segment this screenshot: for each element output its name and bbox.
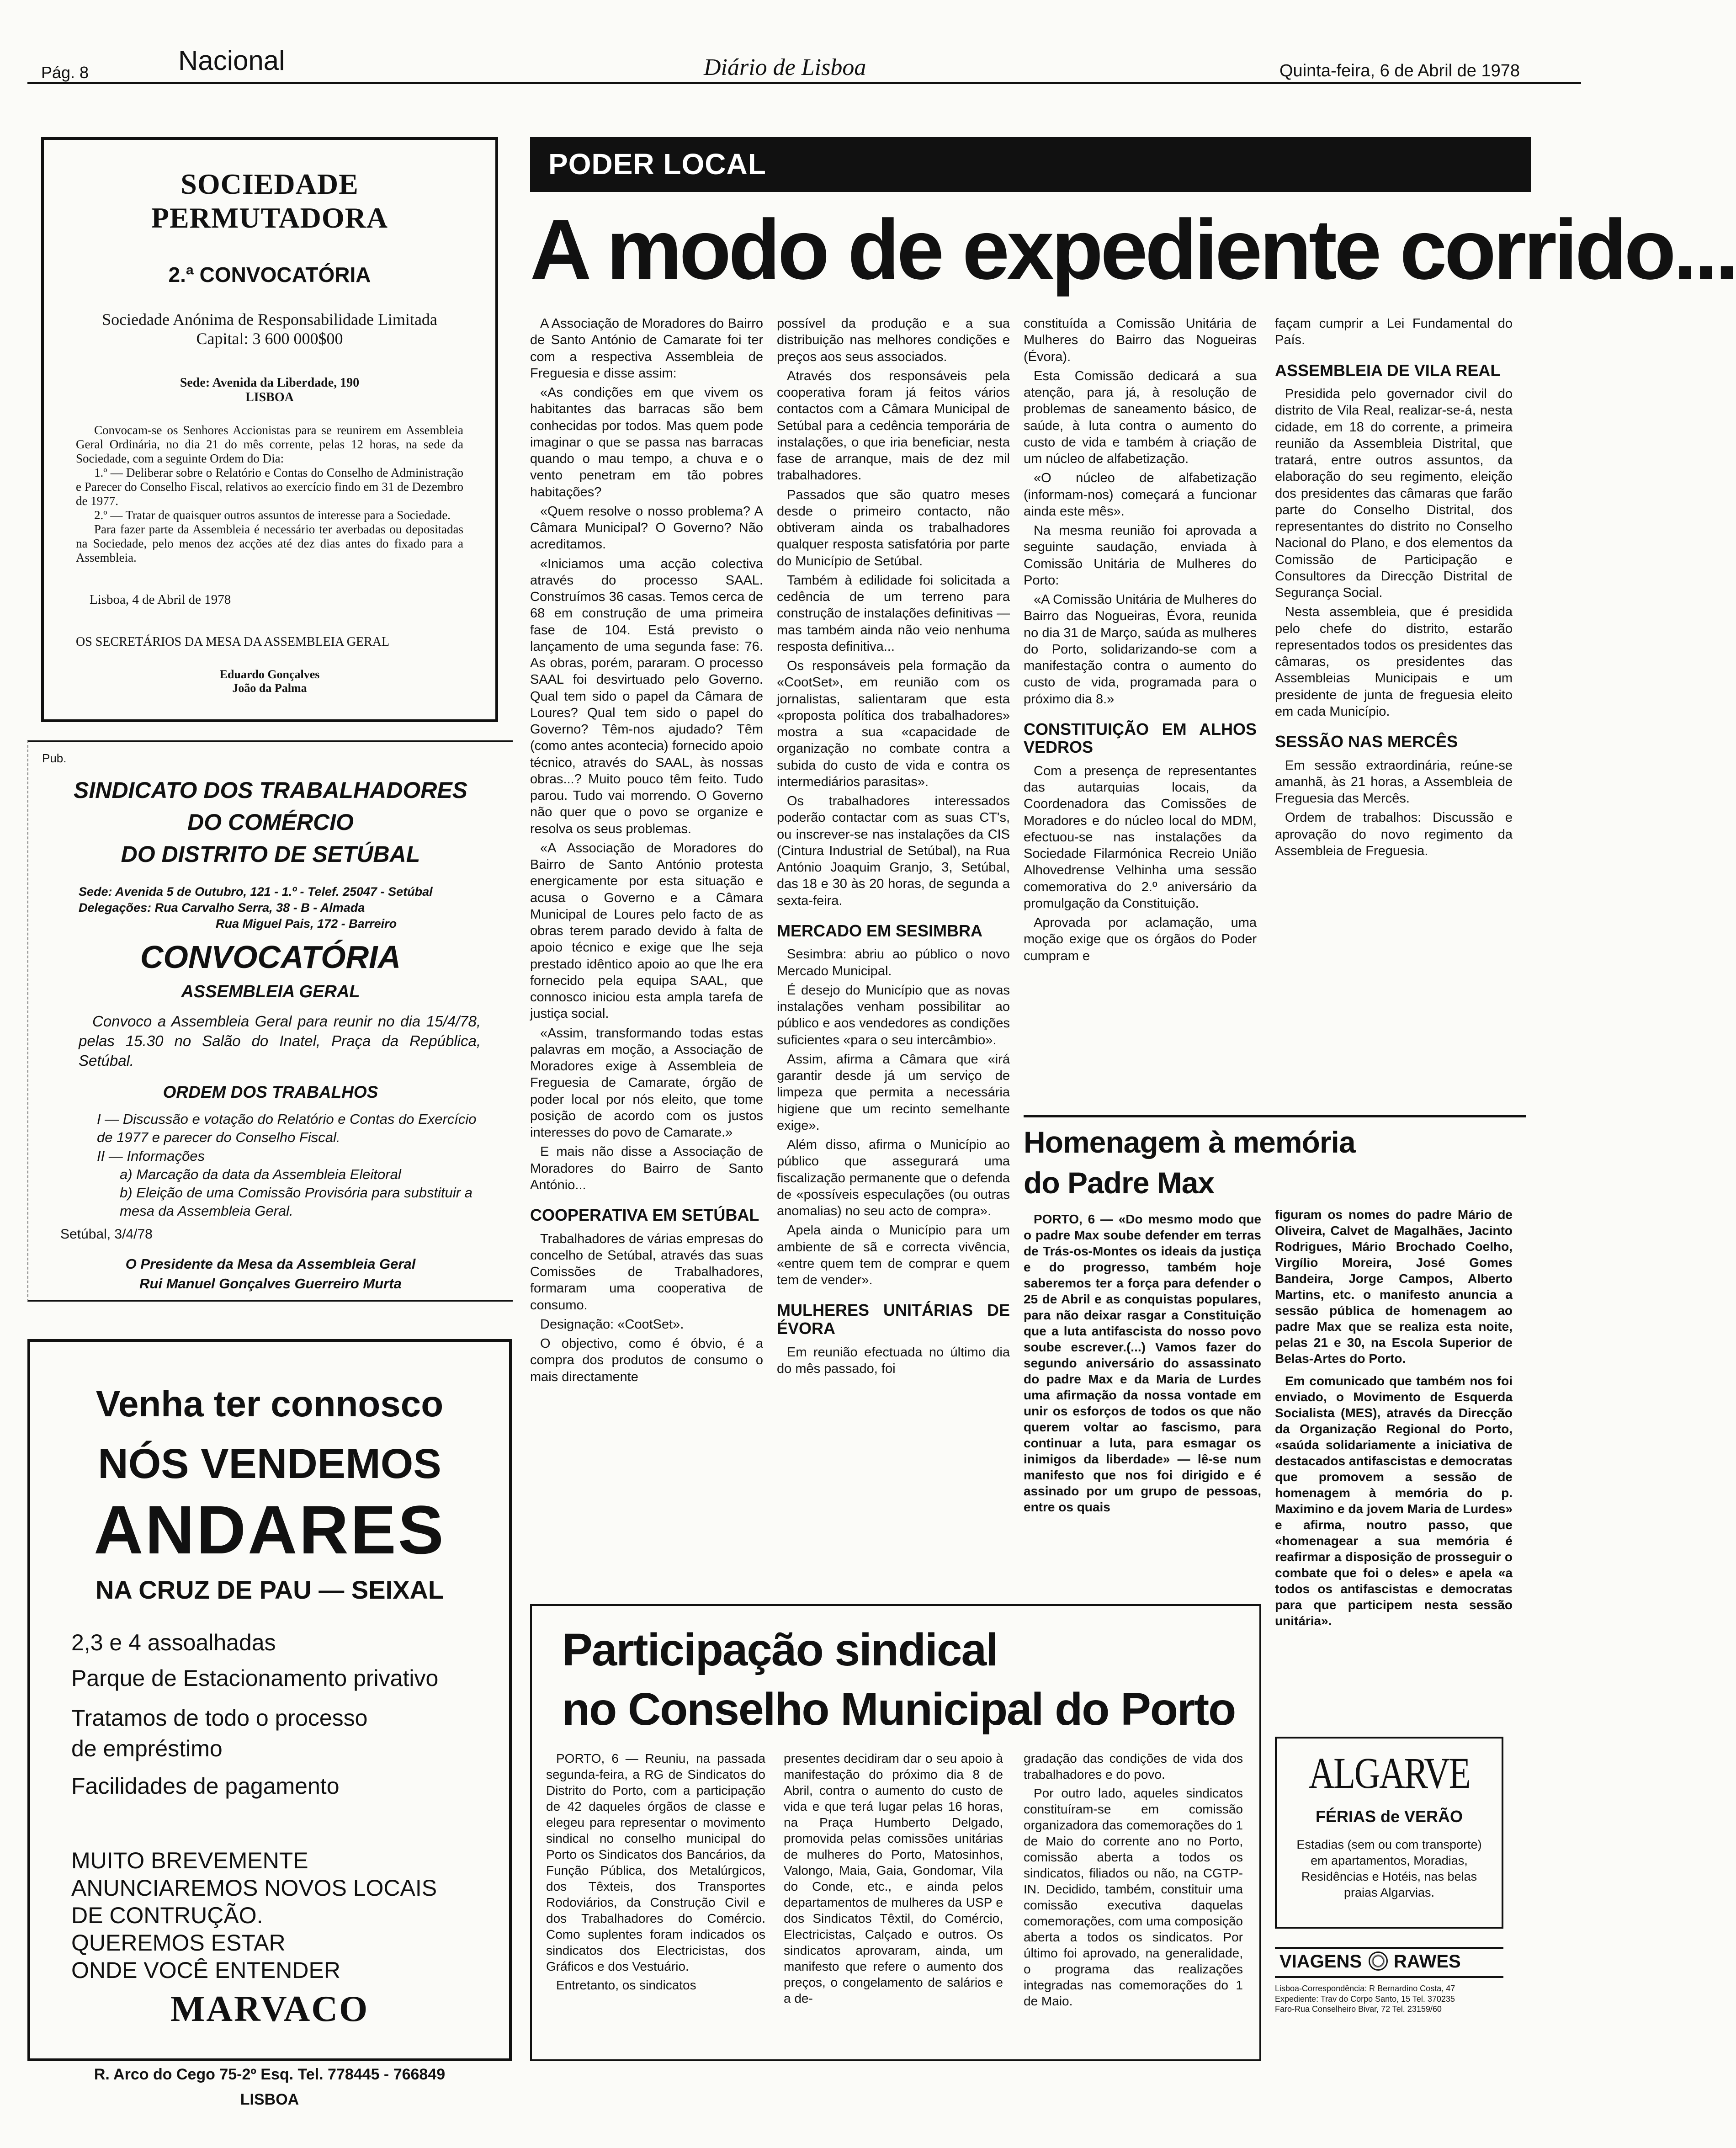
agency-addresses — [1275, 1983, 1503, 2015]
notice-subtitle: 2.ª CONVOCATÓRIA — [168, 263, 371, 287]
headline-line: do Padre Max — [1024, 1166, 1215, 1200]
notice-signer: Eduardo Gonçalves — [219, 668, 320, 681]
article-paragraph: É desejo do Município que as novas instalações venham possibilitar ao público e aos vendedores as condições suficientes «para o seu intercâmbio». — [777, 983, 1010, 1047]
article-paragraph: Através dos responsáveis pela cooperativa foram já feitos vários contactos com a Câmara Municipal de Setúbal para a cedência temporária de instalações, o que iria beneficiar, nesta fase de arranque, mais de dez mil trabalhadores. — [777, 368, 1010, 483]
article-paragraph: «O núcleo de alfabetização (informam-nos) começará a funcionar ainda este mês». — [1024, 471, 1257, 519]
article-paragraph: Trabalhadores de várias empresas do concelho de Setúbal, através das suas Comissões de Trabalhadores, formaram uma cooperativa de consumo. — [530, 1231, 763, 1313]
algarve-subtitle: FÉRIAS de VERÃO — [1315, 1807, 1463, 1826]
article-paragraph: Em comunicado que também nos foi enviado, o Movimento de Esquerda Socialista (MES), através da Direcção da Organização Regional do Porto, «saúda solidariamente a iniciativa de destacados antifascistas e democratas que promovem a sessão de homenagem à memória do p. Maximino e da jovem Maria de Lurdes» e afirma, noutro passo, que «homenagear a sua memória é reafirmar a disposição de prosseguir o combate que foi o deles» e apela «a todos os antifascistas e democratas para que participem nesta sessão unitária». — [1275, 1374, 1513, 1628]
agency-address: Faro-Rua Conselheiro Bivar, 72 Tel. 23159/60 — [1275, 2004, 1442, 2014]
subheading: SESSÃO NAS MERCÊS — [1275, 732, 1458, 751]
ad-announcement-line: DE CONTRUÇÃO. — [71, 1903, 263, 1928]
article-paragraph: Sesimbra: abriu ao público o novo Mercado Municipal. — [777, 947, 1010, 978]
union-delegations: Rua Miguel Pais, 172 - Barreiro — [216, 917, 397, 931]
assembly-heading: ASSEMBLEIA GERAL — [181, 982, 360, 1001]
article-paragraph: Designação: «CootSet». — [540, 1317, 684, 1332]
article-paragraph: O objectivo, como é óbvio, é a compra dos produtos de consumo o mais directamente — [530, 1336, 763, 1384]
headline-line: Participação sindical — [562, 1624, 998, 1675]
sociedade-permutadora-notice — [41, 137, 498, 722]
ad-feature: Parque de Estacionamento privativo — [71, 1665, 439, 1691]
article-paragraph: Além disso, afirma o Município ao público que assegurará uma fiscalização permanente que o defenda de «possíveis especulações (ou outras anomalias) no seu acto de compra». — [777, 1138, 1010, 1219]
ad-feature: de empréstimo — [71, 1735, 223, 1761]
article-paragraph: Nesta assembleia, que é presidida pelo chefe do distrito, estarão representados todos os presidentes das câmaras, os presidentes das Assembleias Municipais e um presidente de junta de freguesia eleito em cada Município. — [1275, 605, 1513, 719]
article-paragraph: Assim, afirma a Câmara que «irá garantir desde já um serviço de limpeza que permita a necessária higiene que um recinto semelhante exige». — [777, 1052, 1010, 1133]
article-paragraph: PORTO, 6 — Reuniu, na passada segunda-feira, a RG de Sindicatos do Distrito do Porto, com a participação de 42 daqueles órgãos de classe e elegeu para representar o movimento sindical no conselho municipal do Porto os Sindicatos dos Bancários, da Função Pública, dos Metalúrgicos, dos Têxteis, dos Transportes Rodoviários, da Construção Civil e dos Trabalhadores do Comércio. Como suplentes foram indicados os sindicatos dos Electricistas, dos Gráficos e dos Vestuário. — [546, 1751, 765, 1973]
article-paragraph: constituída a Comissão Unitária de Mulheres do Bairro das Nogueiras (Évora). — [1024, 316, 1257, 364]
article-paragraph: Os trabalhadores interessados poderão contactar com as suas CT's, ou inscrever-se nas instalações da CIS (Cintura Industrial de Setúbal), na Rua António Joaquim Granjo, 3, Setúbal, das 18 e 30 às 20 horas, de segunda a sexta-feira. — [777, 794, 1010, 908]
article-paragraph: figuram os nomes do padre Mário de Oliveira, Calvet de Magalhães, Jacinto Rodrigues, Mário Brochado Coelho, Virgílio Moreira, José Gomes Bandeira, Jorge Campos, Alberto Martins, etc. o manifesto anuncia a sessão pública de homenagem ao padre Max que se realiza esta noite, pelas 21 e 30, na Escola Superior de Belas-Artes do Porto. — [1275, 1207, 1513, 1366]
agenda-item: b) Eleição de uma Comissão Provisória para substituir a mesa da Assembleia Geral. — [120, 1185, 472, 1219]
headline-line: Homenagem à memória — [1024, 1125, 1355, 1159]
ad-announcement-line: MUITO BREVEMENTE — [71, 1848, 308, 1873]
article-column — [784, 1750, 1003, 2009]
algarve-ad — [1275, 1737, 1503, 1929]
agency-address: Expediente: Trav do Corpo Santo, 15 Tel. 370235 — [1275, 1994, 1455, 2004]
algarve-title: ALGARVE — [1308, 1749, 1470, 1797]
article-paragraph: «A Associação de Moradores do Bairro de Santo António protesta energicamente por esta situação e acusa o Governo e a Câmara Municipal de Loures pelo facto de as obras terem parado devido à falta de apoio técnico e exige que lhe seja prestado idêntico apoio ao que lhe era fornecido pela equipa SAAL, que connosco iniciou esta ampla tarefa de justiça social. — [530, 840, 763, 1021]
article-paragraph: «A Comissão Unitária de Mulheres do Bairro das Nogueiras, Évora, reunida no dia 31 de Março, saúda as mulheres do Porto, solidarizando-se com a manifestação contra o aumento do custo de vida, programada para o próximo dia 8.» — [1024, 592, 1257, 707]
notice-body — [76, 423, 463, 565]
union-signer: Rui Manuel Gonçalves Guerreiro Murta — [139, 1276, 402, 1292]
convocatoria-heading: CONVOCATÓRIA — [140, 939, 401, 975]
article-paragraph: E mais não disse a Associação de Moradores do Bairro de Santo António... — [530, 1144, 763, 1192]
article-paragraph: façam cumprir a Lei Fundamental do País. — [1275, 316, 1513, 348]
notice-signer: João da Palma — [232, 681, 307, 695]
article-paragraph: gradação das condições de vida dos trabalhadores e do povo. — [1024, 1751, 1243, 1781]
union-date: Setúbal, 3/4/78 — [60, 1227, 153, 1242]
subheading: MERCADO EM SESIMBRA — [777, 921, 983, 940]
ad-address: R. Arco do Cego 75-2º Esq. Tel. 778445 - 766849 — [94, 2066, 446, 2083]
article-paragraph: PORTO, 6 — «Do mesmo modo que o padre Max soube defender em terras de Trás-os-Montes os ideais da justiça e do progresso, também hoje saberemos ter a força para defender o 25 de Abril e as conquistas populares, para não deixar rasgar a Constituição que a luta antifascista do nosso povo soube escrever.(...) Vamos fazer do segundo aniversário do assassinato do padre Max e da Maria de Lurdes uma afirmação da nossa vontade em unir os esforços de todos os que não querem voltar ao fascismo, para continuar a luta, para esmagar os inimigos da liberdade» — lê-se num manifesto que nos foi dirigido e é assinado por um grupo de pessoas, entre os quais — [1024, 1212, 1261, 1514]
article-paragraph: Também à edilidade foi solicitada a cedência de um terreno para construção de instalações definitivas — mas também ainda não veio nenhuma resposta definitiva... — [777, 573, 1010, 654]
notice-date: Lisboa, 4 de Abril de 1978 — [90, 592, 231, 607]
notice-item-2: 2.º — Tratar de quaisquer outros assuntos de interesse para a Sociedade. — [94, 508, 451, 522]
section-kicker: PODER LOCAL — [548, 148, 766, 181]
article-paragraph: Ordem de trabalhos: Discussão e aprovação do novo regimento da Assembleia de Freguesia. — [1275, 810, 1513, 858]
article-paragraph: «As condições em que vivem os habitantes das barracas são bem conhecidas por todos. Mas quem pode imaginar o que se passa nas barracas quando o mau tempo, a chuva e o vento penetram em tão pobres habitações? — [530, 385, 763, 500]
company-address: Sede: Avenida da Liberdade, 190 — [180, 376, 360, 390]
section-kicker-bar — [530, 137, 1531, 192]
subheading: COOPERATIVA EM SETÚBAL — [530, 1206, 759, 1224]
homenagem-headline — [1024, 1115, 1526, 1203]
agency-logo — [1275, 1947, 1503, 1978]
notice-paragraph: Convocam-se os Senhores Accionistas para se reunirem em Assembleia Geral Ordinária, no dia 21 do mês corrente, pelas 12 horas, na sede da Sociedade, com a seguinte Ordem do Dia: — [76, 423, 463, 466]
notice-signers-title: OS SECRETÁRIOS DA MESA DA ASSEMBLEIA GERAL — [76, 635, 390, 649]
agenda-heading: ORDEM DOS TRABALHOS — [163, 1083, 378, 1101]
article-paragraph: «Quem resolve o nosso problema? A Câmara Municipal? O Governo? Não acreditamos. — [530, 504, 763, 552]
company-capital: Capital: 3 600 000$00 — [196, 330, 343, 348]
ad-city: LISBOA — [240, 2091, 299, 2108]
agency-name: VIAGENS — [1279, 1951, 1362, 1972]
issue-date: Quinta-feira, 6 de Abril de 1978 — [1279, 61, 1520, 80]
article-paragraph: Na mesma reunião foi aprovada a seguinte saudação, enviada à Comissão Unitária de Mulheres do Porto: — [1024, 523, 1257, 588]
union-delegations: Delegações: Rua Carvalho Serra, 38 - B - Almada — [79, 901, 365, 915]
ad-feature: Tratamos de todo o processo — [71, 1705, 368, 1731]
ad-feature: Facilidades de pagamento — [71, 1773, 340, 1799]
union-contacts — [79, 884, 490, 932]
article-headline: A modo de expediente corrido... — [530, 202, 1736, 297]
globe-icon — [1369, 1951, 1388, 1971]
ad-feature: 2,3 e 4 assoalhadas — [71, 1630, 276, 1655]
ad-tagline: Venha ter connosco — [96, 1383, 444, 1424]
agency-address: Lisboa-Correspondência: R Bernardino Costa, 47 — [1275, 1984, 1455, 1993]
article-paragraph: Por outro lado, aqueles sindicatos constituíram-se em comissão organizadora das comemorações do 1 de Maio do corrente ano no Porto, comissão aberta a todos os sindicatos, filiados ou não, na CGTP-IN. Decidido, também, constituir uma comissão executiva daquelas comemorações, com uma composição aberta a todos os sindicatos. Por último foi aprovado, na generalidade, o programa das realizações integradas nas comemorações do 1 de Maio. — [1024, 1786, 1243, 2008]
article-paragraph: Aprovada por aclamação, uma moção exige que os órgãos do Poder cumpram e — [1024, 915, 1257, 963]
ad-announcement-line: ONDE VOCÊ ENTENDER — [71, 1957, 340, 1983]
article-column — [530, 315, 763, 1388]
union-name-line: SINDICATO DOS TRABALHADORES — [73, 777, 468, 803]
article-column — [1024, 1750, 1243, 2012]
marvaco-ad — [27, 1339, 512, 2061]
ad-headline-main: ANDARES — [94, 1491, 446, 1568]
assembly-body: Convoco a Assembleia Geral para reunir no dia 15/4/78, pelas 15.30 no Salão do Inatel, Praça da República, Setúbal. — [79, 1013, 481, 1069]
subheading: ASSEMBLEIA DE VILA REAL — [1275, 361, 1501, 380]
union-name-line: DO DISTRITO DE SETÚBAL — [121, 841, 420, 867]
article-paragraph: Em reunião efectuada no último dia do mês passado, foi — [777, 1345, 1010, 1376]
participacao-headline — [562, 1620, 1248, 1739]
ad-headline: NÓS VENDEMOS — [98, 1441, 441, 1487]
ad-brand: MARVACO — [170, 1989, 369, 2029]
article-column — [1024, 315, 1257, 967]
union-name — [28, 774, 513, 870]
article-paragraph: Presidida pelo governador civil do distrito de Vila Real, realizar-se-á, nesta cidade, em 18 do corrente, a primeira reunião da Assembleia Distrital, que tratará, entre outros assuntos, da elaboração do seu regimento, eleição dos presidentes das câmaras que farão parte do Conselho Distrital, dos representantes do distrito no Conselho Nacional do Plano, e dos elementos da Comissão de Participação e Consultores da Direcção Distrital de Segurança Social. — [1275, 387, 1513, 601]
notice-title: SOCIEDADE PERMUTADORA — [151, 168, 388, 234]
algarve-body: Estadias (sem ou com transporte) em apartamentos, Moradias, Residências e Hotéis, nas belas praias Algarvias. — [1296, 1838, 1482, 1900]
agenda-list — [97, 1110, 490, 1221]
agenda-item: II — Informações — [97, 1148, 205, 1164]
article-paragraph: possível da produção e a sua distribuição nas melhores condições e preços aos seus associados. — [777, 316, 1010, 364]
pub-label: Pub. — [42, 751, 67, 765]
union-name-line: DO COMÉRCIO — [187, 809, 354, 835]
section-name: Nacional — [178, 45, 285, 76]
agenda-item: I — Discussão e votação do Relatório e Contas do Exercício de 1977 e parecer do Conselho Fiscal. — [97, 1111, 477, 1146]
ad-announcement-line: QUEREMOS ESTAR — [71, 1930, 286, 1956]
union-signature — [28, 1254, 513, 1294]
agency-name: RAWES — [1394, 1951, 1461, 1972]
article-paragraph: presentes decidiram dar o seu apoio à manifestação do próximo dia 8 de Abril, contra o aumento do custo de vida e que terá lugar pelas 16 horas, na Praça Humberto Delgado, promovida pelas comissões unitárias de mulheres do Porto, Matosinhos, Valongo, Maia, Gaia, Gondomar, Vila do Conde, etc., e ainda pelos departamentos de mulheres da USP e dos Sindicatos Têxtil, do Comércio, Electricistas, Calçado e outros. Os sindicatos aprovaram, ainda, um manifesto que refere o aumento dos preços, o congelamento de salários e a de- — [784, 1751, 1003, 2005]
article-paragraph: Apela ainda o Município para um ambiente de sã e correcta vivência, «entre quem tem de comprar e quem tem de vender». — [777, 1223, 1010, 1288]
ad-announcement — [71, 1847, 501, 1984]
subheading: MULHERES UNITÁRIAS DE ÉVORA — [777, 1301, 1010, 1338]
article-paragraph: «Iniciamos uma acção colectiva através do processo SAAL. Construímos 36 casas. Temos cerca de 68 em construção de uma primeira fase de 104. Está previsto o lançamento de uma segunda fase: 76. As obras, porém, pararam. O processo SAAL foi desvirtuado pelo Governo. Qual tem sido o papel da Câmara de Loures? Qual tem sido o papel do Governo? Têm-nos ajudado? Têm (como antes acontecia) fornecido apoio técnico, através do SAAL, às nossas obras...? Muito pouco têm feito. Tudo parou. Tudo vai morrendo. O Governo não quer que o povo se organize e resolva os seus problemas. — [530, 556, 763, 836]
headline-line: no Conselho Municipal do Porto — [562, 1684, 1236, 1735]
page-number: Pág. 8 — [41, 63, 89, 82]
article-paragraph: Passados que são quatro meses desde o primeiro contacto, não obtiveram ainda os trabalhadores qualquer resposta satisfatória por parte do Município de Setúbal. — [777, 487, 1010, 569]
ad-location: NA CRUZ DE PAU — SEIXAL — [95, 1575, 444, 1604]
company-city: LISBOA — [245, 390, 294, 404]
masthead — [27, 32, 1581, 84]
newspaper-name: Diário de Lisboa — [704, 54, 866, 80]
sindicato-ad — [27, 740, 513, 1302]
ad-announcement-line: ANUNCIAREMOS NOVOS LOCAIS — [71, 1875, 437, 1901]
article-column — [1024, 1211, 1261, 1518]
notice-item-1: 1.º — Deliberar sobre o Relatório e Contas do Conselho de Administração e Parecer do Conselho Fiscal, relativos ao exercício findo em 31 de Dezembro de 1977. — [76, 466, 463, 508]
article-paragraph: Em sessão extraordinária, reúne-se amanhã, às 21 horas, a Assembleia de Freguesia das Mercês. — [1275, 758, 1513, 806]
ad-features — [71, 1625, 501, 1804]
article-column — [546, 1750, 765, 1996]
subheading: CONSTITUIÇÃO EM ALHOS VEDROS — [1024, 719, 1257, 757]
article-column — [1275, 315, 1513, 862]
article-paragraph: Com a presença de representantes das autarquias locais, da Coordenadora das Comissões de Moradores e do núcleo local do MDM, efectuou-se nas instalações da Sociedade Filarmónica Recreio União Alhovedrense Velhinha uma sessão comemorativa do 2.º aniversário da promulgação da Constituição. — [1024, 763, 1257, 911]
union-signer-title: O Presidente da Mesa da Assembleia Geral — [125, 1256, 416, 1272]
article-paragraph: «Assim, transformando todas estas palavras em moção, a Associação de Moradores exige à Assembleia de Freguesia de Camarate, órgão de poder local por nós eleito, que tome posição de acordo com os justos interesses do povo de Camarate.» — [530, 1026, 763, 1140]
company-type: Sociedade Anónima de Responsabilidade Limitada — [102, 310, 437, 329]
union-headquarters: Sede: Avenida 5 de Outubro, 121 - 1.º - Telef. 25047 - Setúbal — [79, 885, 433, 899]
article-paragraph: A Associação de Moradores do Bairro de Santo António de Camarate foi ter com a respectiva Assembleia de Freguesia e disse assim: — [530, 316, 763, 381]
notice-note: Para fazer parte da Assembleia é necessário ter averbadas ou depositadas na Sociedade, pelo menos dez acções até dez dias antes do fixado para a Assembleia. — [76, 522, 463, 565]
article-paragraph: Os responsáveis pela formação da «CootSet», em reunião com os jornalistas, salientaram que esta «proposta política dos trabalhadores» mostra a sua «capacidade de organização no combate contra a subida do custo de vida e contra os intermediários parasitas». — [777, 659, 1010, 789]
article-column — [777, 315, 1010, 1380]
algarve-footer — [1275, 1938, 1503, 2043]
article-column — [1275, 1207, 1513, 1632]
agenda-item: a) Marcação da data da Assembleia Eleitoral — [120, 1166, 401, 1182]
article-paragraph: Entretanto, os sindicatos — [556, 1978, 696, 1992]
article-paragraph: Esta Comissão dedicará a sua atenção, para já, à resolução de problemas de saneamento básico, de saúde, à luta contra o aumento do custo de vida e também à criação de um núcleo de alfabetização. — [1024, 368, 1257, 466]
